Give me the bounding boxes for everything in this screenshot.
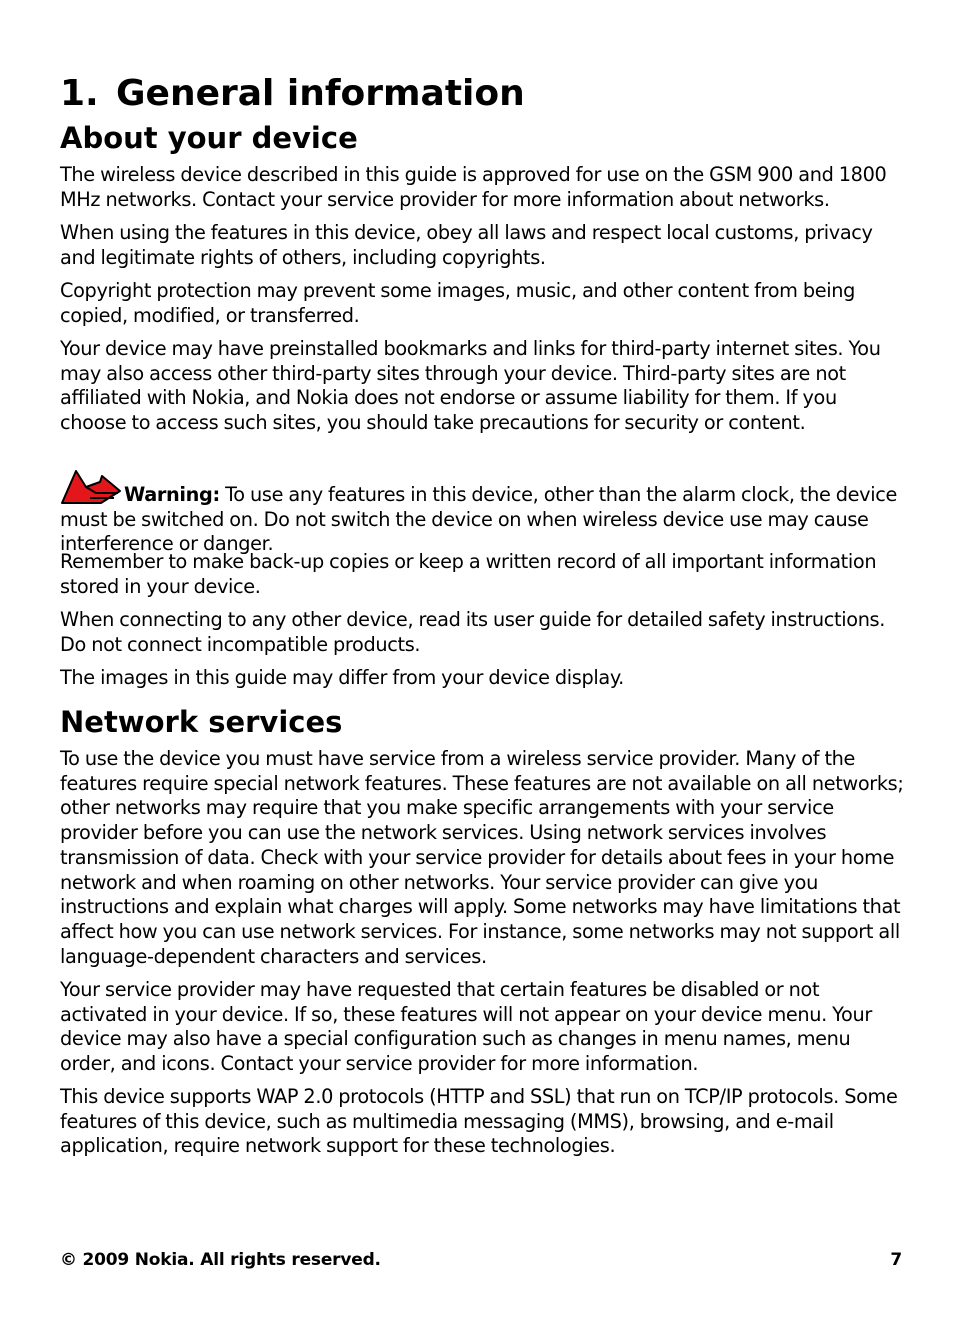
about-paragraph-7-block — [60, 666, 906, 691]
about-paragraph-1-block — [60, 163, 906, 212]
about-paragraph-6-block — [60, 608, 906, 657]
about-paragraph: When connecting to any other device, read its user guide for detailed safety instructions. Do not connect incompatible products. — [60, 608, 886, 656]
about-paragraph: The wireless device described in this guide is approved for use on the GSM 900 and 1800 MHz networks. Contact your service provider for more information about networks. — [60, 163, 887, 211]
network-paragraph-1-block — [60, 747, 906, 969]
warning-paragraph — [60, 467, 906, 557]
warning-text: To use any features in this device, other than the alarm clock, the device must be switched on. Do not switch the device on when wireless device use may cause interference or danger. — [60, 483, 897, 556]
warning-block — [60, 467, 906, 557]
about-paragraph: Remember to make back-up copies or keep a written record of all important information stored in your device. — [60, 550, 877, 598]
about-paragraph: Copyright protection may prevent some images, music, and other content from being copied, modified, or transferred. — [60, 279, 856, 327]
page-number: 7 — [890, 1250, 902, 1270]
about-paragraph: The images in this guide may differ from your device display. — [60, 666, 624, 689]
chapter-number: 1. — [60, 73, 99, 114]
network-section — [60, 704, 906, 740]
chapter-title-text: General information — [116, 73, 525, 114]
section-heading-about: About your device — [60, 121, 358, 155]
about-paragraph-2-block — [60, 221, 906, 270]
network-paragraph: This device supports WAP 2.0 protocols (HTTP and SSL) that run on TCP/IP protocols. Some features of this device, such as multimedia messaging (MMS), browsing, and e-mail application, require network support for these technologies. — [60, 1085, 898, 1158]
warning-label: Warning: — [124, 483, 220, 506]
network-paragraph-3-block — [60, 1085, 906, 1159]
about-paragraph-4-block — [60, 337, 906, 436]
warning-hand-icon — [60, 467, 122, 505]
network-paragraph: Your service provider may have requested that certain features be disabled or not activated in your device. If so, these features will not appear on your device menu. Your device may also have a special configuration such as changes in menu names, menu order, and icons. Contact your service provider for more information. — [60, 978, 872, 1076]
network-paragraph-2-block — [60, 978, 906, 1077]
copyright-notice: © 2009 Nokia. All rights reserved. — [60, 1250, 381, 1270]
page-footer — [60, 1248, 902, 1272]
section-heading-network: Network services — [60, 705, 343, 739]
network-paragraph: To use the device you must have service from a wireless service provider. Many of the features require special network features. These features are not available on all networks; other networks may require that you make specific arrangements with your service provider before you can use the network services. Using network services involves transmission of data. Check with your service provider for details about fees in your home network and when roaming on other networks. Your service provider can give you instructions and explain what charges will apply. Some networks may have limitations that affect how you can use network services. For instance, some networks may not support all language-dependent characters and services. — [60, 747, 904, 968]
about-paragraph-5-block — [60, 550, 906, 599]
about-paragraph-3-block — [60, 279, 906, 328]
about-paragraph: When using the features in this device, obey all laws and respect local customs, privacy and legitimate rights of others, including copyrights. — [60, 221, 873, 269]
about-section — [60, 120, 906, 156]
about-paragraph: Your device may have preinstalled bookmarks and links for third-party internet sites. You may also access other third-party sites through your device. Third-party sites are not affiliated with Nokia, and Nokia does not endorse or assume liability for them. If you choose to access such sites, you should take precautions for security or content. — [60, 337, 881, 435]
chapter-title — [60, 70, 525, 118]
